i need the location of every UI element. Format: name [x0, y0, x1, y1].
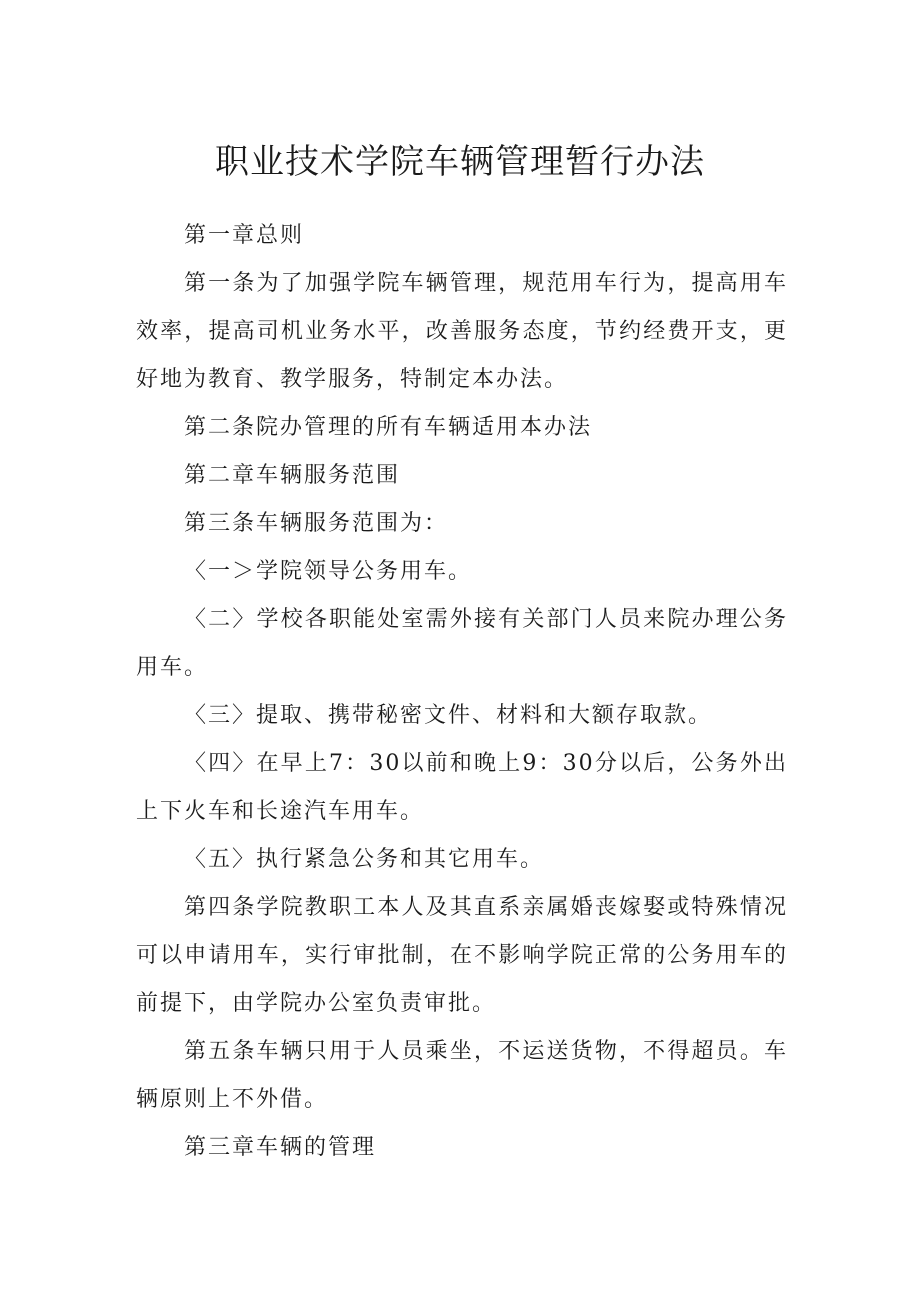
chapter-heading-1: 第一章总则	[184, 223, 305, 248]
article-1: 第一条为了加强学院车辆管理，规范用车行为，提高用车效率，提高司机业务水平，改善服务态度，节约经费开支，更好地为教育、教学服务，特制定本办法。	[136, 271, 788, 392]
article-4: 第四条学院教职工本人及其直系亲属婚丧嫁娶或特殊情况可以申请用车，实行审批制，在不影响学院正常的公务用车的前提下，由学院办公室负责审批。	[136, 895, 788, 1016]
document-body	[136, 212, 788, 1172]
chapter-heading-2: 第二章车辆服务范围	[184, 463, 401, 488]
article-3-item-2: 〈二〉学校各职能处室需外接有关部门人员来院办理公务用车。	[136, 607, 788, 680]
document-title: 职业技术学院车辆管理暂行办法	[215, 142, 705, 182]
article-3: 第三条车辆服务范围为：	[184, 511, 449, 536]
article-3-item-1: 〈一＞学院领导公务用车。	[184, 559, 473, 584]
article-3-item-5: 〈五〉执行紧急公务和其它用车。	[184, 847, 545, 872]
article-2: 第二条院办管理的所有车辆适用本办法	[184, 415, 593, 440]
chapter-heading-3: 第三章车辆的管理	[184, 1135, 377, 1160]
article-5: 第五条车辆只用于人员乘坐，不运送货物，不得超员。车辆原则上不外借。	[136, 1039, 788, 1112]
article-3-item-3: 〈三〉提取、携带秘密文件、材料和大额存取款。	[184, 703, 713, 728]
article-3-item-4: 〈四〉在早上7：30以前和晚上9：30分以后，公务外出上下火车和长途汽车用车。	[136, 751, 788, 824]
